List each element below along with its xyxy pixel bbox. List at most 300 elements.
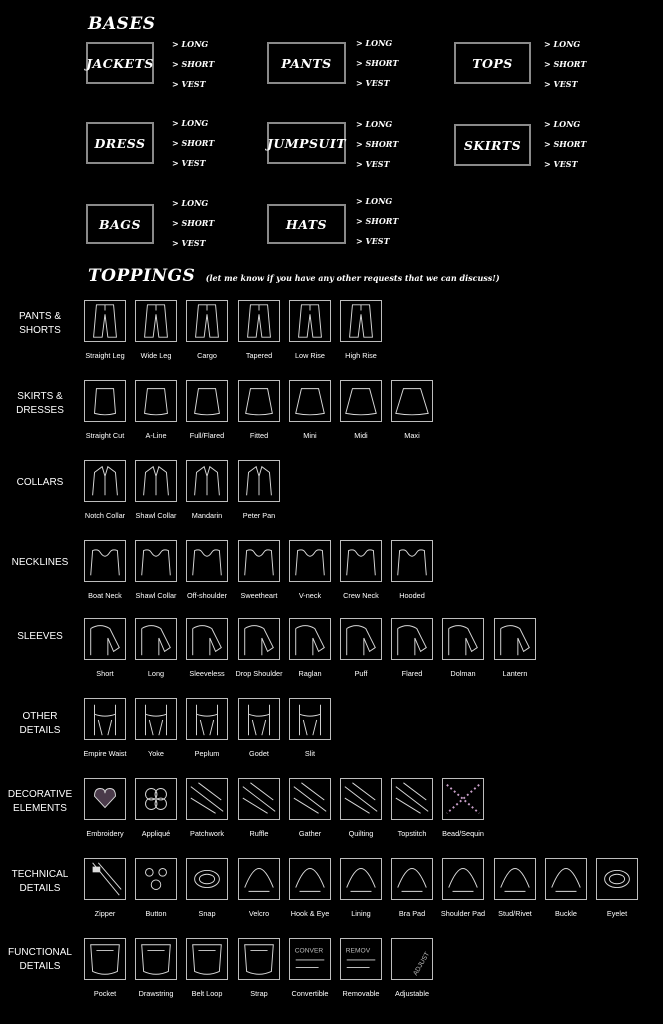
base-options-list — [172, 113, 214, 173]
topping-caption: Slit — [304, 749, 316, 758]
topping-sketch-icon — [290, 779, 330, 819]
topping-thumbnail — [84, 938, 126, 980]
topping-option[interactable] — [541, 858, 591, 918]
topping-option[interactable] — [80, 540, 130, 600]
topping-thumbnail — [596, 858, 638, 900]
row-label — [0, 710, 80, 738]
base-options-list — [356, 33, 398, 93]
topping-sketch-icon — [187, 301, 227, 341]
base-jackets-box[interactable] — [86, 42, 154, 84]
topping-option[interactable] — [80, 858, 130, 918]
topping-caption: Empire Waist — [83, 749, 127, 758]
topping-thumbnail — [186, 460, 228, 502]
topping-caption: Hooded — [399, 591, 425, 600]
svg-text:REMOV: REMOV — [345, 947, 371, 955]
topping-thumbnail — [84, 618, 126, 660]
base-option-long[interactable]: > LONG — [356, 114, 398, 134]
base-option-long[interactable]: > LONG — [544, 114, 586, 134]
topping-caption: Fitted — [249, 431, 269, 440]
topping-thumbnail — [340, 380, 382, 422]
topping-option[interactable] — [80, 778, 130, 838]
topping-thumbnail — [289, 858, 331, 900]
topping-caption: Drop Shoulder — [235, 669, 283, 678]
topping-caption: Wide Leg — [140, 351, 172, 360]
base-options-list — [172, 193, 214, 253]
topping-thumbnail — [84, 698, 126, 740]
topping-sketch-icon — [290, 699, 330, 739]
base-options-list — [356, 114, 398, 174]
base-options-list — [172, 34, 214, 94]
topping-thumbnail — [442, 858, 484, 900]
row-label-line: SKIRTS & — [17, 391, 63, 402]
topping-sketch-icon — [392, 859, 432, 899]
topping-caption: Adjustable — [394, 989, 430, 998]
topping-thumbnail — [186, 938, 228, 980]
topping-sketch-icon — [187, 859, 227, 899]
base-options-list — [356, 191, 398, 251]
topping-thumbnail — [84, 858, 126, 900]
topping-caption: Ruffle — [249, 829, 269, 838]
topping-thumbnail — [135, 858, 177, 900]
topping-option[interactable] — [387, 938, 437, 998]
base-label: BAGS — [99, 216, 141, 232]
topping-option[interactable] — [387, 380, 437, 440]
base-pants-box[interactable] — [267, 42, 346, 84]
topping-thumbnail — [289, 300, 331, 342]
base-option-short[interactable]: > SHORT — [172, 54, 214, 74]
topping-thumbnail — [289, 540, 331, 582]
topping-thumbnail — [84, 540, 126, 582]
topping-thumbnail — [238, 460, 280, 502]
topping-sketch-icon — [239, 461, 279, 501]
topping-sketch-icon — [85, 859, 125, 899]
topping-sketch-icon — [85, 699, 125, 739]
topping-option[interactable] — [234, 778, 284, 838]
topping-caption: Bead/Sequin — [442, 829, 484, 838]
topping-option[interactable] — [336, 778, 386, 838]
topping-option[interactable] — [490, 618, 540, 678]
topping-thumbnail — [135, 300, 177, 342]
topping-caption: Snap — [198, 909, 216, 918]
topping-sketch-icon — [136, 301, 176, 341]
topping-thumbnail — [340, 858, 382, 900]
topping-caption: Crew Neck — [343, 591, 379, 600]
topping-caption: Patchwork — [189, 829, 225, 838]
topping-thumbnail — [238, 858, 280, 900]
topping-option[interactable] — [387, 540, 437, 600]
topping-thumbnail — [135, 938, 177, 980]
topping-caption: Straight Cut — [85, 431, 125, 440]
base-label: SKIRTS — [463, 137, 522, 153]
topping-sketch-icon — [85, 619, 125, 659]
topping-caption: Zipper — [94, 909, 116, 918]
topping-sketch-icon — [136, 619, 176, 659]
topping-sketch-icon — [341, 381, 381, 421]
topping-option[interactable] — [80, 938, 130, 998]
topping-sketch-icon — [341, 939, 381, 979]
topping-option[interactable] — [80, 300, 130, 360]
topping-option[interactable] — [336, 540, 386, 600]
topping-caption: Peter Pan — [242, 511, 276, 520]
topping-sketch-icon — [187, 381, 227, 421]
topping-sketch-icon — [392, 779, 432, 819]
topping-option[interactable] — [234, 460, 284, 520]
topping-option[interactable] — [387, 778, 437, 838]
base-option-long[interactable]: > LONG — [544, 34, 586, 54]
topping-caption: Pocket — [93, 989, 117, 998]
base-label: JACKETS — [86, 55, 154, 71]
row-label-line: DECORATIVE — [7, 789, 73, 800]
topping-caption: Quilting — [348, 829, 374, 838]
topping-option[interactable] — [234, 618, 284, 678]
base-label: HATS — [285, 216, 328, 232]
base-label: DRESS — [94, 135, 146, 151]
topping-caption: Godet — [249, 749, 269, 758]
topping-thumbnail — [135, 380, 177, 422]
topping-caption: Removable — [342, 989, 380, 998]
topping-caption: Shawl Collar — [135, 511, 177, 520]
topping-option[interactable] — [131, 938, 181, 998]
topping-sketch-icon — [239, 939, 279, 979]
base-option-vest[interactable]: > VEST — [172, 233, 214, 253]
topping-option[interactable] — [285, 698, 335, 758]
base-option-vest[interactable]: > VEST — [172, 74, 214, 94]
topping-thumbnail — [135, 618, 177, 660]
topping-option[interactable] — [387, 858, 437, 918]
topping-option[interactable] — [182, 858, 232, 918]
row-label — [0, 556, 80, 570]
topping-caption: Convertible — [291, 989, 329, 998]
base-option-long[interactable]: > LONG — [356, 191, 398, 211]
base-dress-box[interactable] — [86, 122, 154, 164]
topping-sketch-icon — [290, 859, 330, 899]
topping-sketch-icon — [187, 541, 227, 581]
topping-thumbnail — [289, 698, 331, 740]
topping-sketch-icon — [443, 779, 483, 819]
topping-thumbnail — [391, 858, 433, 900]
topping-sketch-icon — [290, 541, 330, 581]
topping-option[interactable] — [131, 778, 181, 838]
topping-sketch-icon — [85, 381, 125, 421]
topping-caption: Straight Leg — [85, 351, 125, 360]
topping-caption: Notch Collar — [84, 511, 126, 520]
topping-sketch-icon — [597, 859, 637, 899]
topping-thumbnail — [391, 618, 433, 660]
topping-thumbnail — [340, 540, 382, 582]
row-label-line: NECKLINES — [11, 557, 69, 568]
topping-sketch-icon — [239, 541, 279, 581]
bases-title: BASES — [88, 14, 156, 34]
base-option-long[interactable]: > LONG — [172, 193, 214, 213]
topping-option[interactable] — [182, 618, 232, 678]
row-label-line: TECHNICAL — [11, 869, 69, 880]
topping-sketch-icon — [85, 779, 125, 819]
topping-thumbnail — [442, 778, 484, 820]
row-label — [0, 868, 80, 896]
topping-option[interactable] — [131, 460, 181, 520]
topping-sketch-icon — [239, 859, 279, 899]
topping-thumbnail — [289, 938, 331, 980]
topping-caption: Dolman — [450, 669, 476, 678]
svg-text:CONVER: CONVER — [294, 947, 324, 955]
topping-option[interactable] — [285, 778, 335, 838]
base-option-long[interactable]: > LONG — [172, 113, 214, 133]
topping-sketch-icon — [341, 779, 381, 819]
topping-sketch-icon — [136, 859, 176, 899]
topping-sketch-icon — [136, 381, 176, 421]
topping-option[interactable] — [438, 778, 488, 838]
topping-thumbnail — [135, 698, 177, 740]
topping-sketch-icon — [495, 859, 535, 899]
topping-caption: Full/Flared — [189, 431, 225, 440]
topping-thumbnail — [238, 618, 280, 660]
topping-thumbnail — [186, 778, 228, 820]
topping-sketch-icon — [187, 699, 227, 739]
topping-option[interactable] — [592, 858, 642, 918]
topping-caption: Bra Pad — [398, 909, 426, 918]
topping-thumbnail — [186, 618, 228, 660]
topping-caption: Flared — [401, 669, 423, 678]
topping-sketch-icon — [341, 541, 381, 581]
toppings-title — [88, 266, 500, 286]
row-label-line: COLLARS — [16, 477, 64, 488]
base-option-vest[interactable]: > VEST — [544, 74, 586, 94]
topping-caption: Gather — [298, 829, 322, 838]
topping-thumbnail — [186, 540, 228, 582]
topping-option[interactable] — [131, 380, 181, 440]
row-label-line: FUNCTIONAL — [8, 947, 72, 958]
row-label-line: ELEMENTS — [13, 803, 67, 814]
row-label-line: DETAILS — [19, 883, 61, 894]
topping-option[interactable] — [80, 380, 130, 440]
row-label-line: DETAILS — [19, 961, 61, 972]
topping-caption: Yoke — [148, 749, 164, 758]
topping-thumbnail — [391, 938, 433, 980]
topping-sketch-icon — [136, 699, 176, 739]
topping-caption: Drawstring — [138, 989, 174, 998]
base-hats-box[interactable] — [267, 204, 346, 244]
topping-caption: Strap — [250, 989, 268, 998]
topping-thumbnail — [442, 618, 484, 660]
svg-text:ADJUST: ADJUST — [412, 950, 432, 977]
topping-sketch-icon — [187, 619, 227, 659]
topping-option[interactable] — [234, 938, 284, 998]
topping-option[interactable] — [182, 938, 232, 998]
topping-sketch-icon — [136, 541, 176, 581]
base-option-short[interactable]: > SHORT — [356, 53, 398, 73]
topping-option[interactable] — [387, 618, 437, 678]
topping-option[interactable] — [336, 380, 386, 440]
row-label-line: DRESSES — [16, 405, 64, 416]
base-label: JUMPSUIT — [266, 135, 347, 151]
topping-caption: High Rise — [345, 351, 377, 360]
topping-option[interactable] — [234, 380, 284, 440]
topping-option[interactable] — [80, 698, 130, 758]
topping-thumbnail — [340, 778, 382, 820]
topping-caption: Cargo — [197, 351, 217, 360]
topping-caption: Sweetheart — [240, 591, 278, 600]
topping-thumbnail — [238, 938, 280, 980]
topping-option[interactable] — [285, 540, 335, 600]
row-label — [0, 788, 80, 816]
topping-sketch-icon — [495, 619, 535, 659]
topping-caption: V-neck — [298, 591, 322, 600]
topping-thumbnail — [84, 380, 126, 422]
topping-caption: Raglan — [298, 669, 322, 678]
topping-thumbnail — [494, 618, 536, 660]
row-label-line: SHORTS — [19, 325, 61, 336]
topping-caption: Lining — [351, 909, 371, 918]
topping-caption: Long — [147, 669, 165, 678]
topping-caption: Shawl Collar — [135, 591, 177, 600]
topping-sketch-icon — [443, 859, 483, 899]
topping-option[interactable] — [285, 300, 335, 360]
topping-caption: Embroidery — [86, 829, 124, 838]
topping-thumbnail — [545, 858, 587, 900]
row-label-line: DETAILS — [19, 725, 61, 736]
base-option-vest[interactable]: > VEST — [544, 154, 586, 174]
topping-option[interactable] — [131, 300, 181, 360]
topping-caption: Button — [145, 909, 167, 918]
topping-sketch-icon — [239, 779, 279, 819]
topping-option[interactable] — [336, 858, 386, 918]
topping-option[interactable] — [285, 938, 335, 998]
topping-thumbnail — [135, 540, 177, 582]
base-option-short[interactable]: > SHORT — [356, 134, 398, 154]
topping-option[interactable] — [285, 618, 335, 678]
topping-thumbnail — [186, 380, 228, 422]
row-label — [0, 630, 80, 644]
topping-thumbnail — [135, 778, 177, 820]
base-jumpsuit-box[interactable] — [267, 122, 346, 164]
topping-option[interactable] — [285, 858, 335, 918]
row-label-line: PANTS & — [18, 311, 62, 322]
topping-caption: Peplum — [194, 749, 220, 758]
base-option-short[interactable]: > SHORT — [172, 213, 214, 233]
topping-thumbnail — [186, 300, 228, 342]
topping-thumbnail — [186, 698, 228, 740]
topping-thumbnail — [238, 698, 280, 740]
base-option-vest[interactable]: > VEST — [172, 153, 214, 173]
topping-caption: Midi — [354, 431, 368, 440]
topping-option[interactable] — [131, 540, 181, 600]
topping-sketch-icon — [443, 619, 483, 659]
row-label-line: SLEEVES — [17, 631, 63, 642]
topping-sketch-icon — [136, 461, 176, 501]
base-skirts-box[interactable] — [454, 124, 531, 166]
topping-sketch-icon — [239, 619, 279, 659]
topping-sketch-icon — [187, 461, 227, 501]
topping-caption: A-Line — [145, 431, 167, 440]
topping-option[interactable] — [182, 778, 232, 838]
topping-thumbnail — [238, 778, 280, 820]
topping-option[interactable] — [182, 540, 232, 600]
topping-caption: Boat Neck — [88, 591, 122, 600]
row-label — [0, 390, 80, 418]
topping-option[interactable] — [182, 380, 232, 440]
topping-option[interactable] — [285, 380, 335, 440]
topping-sketch-icon — [290, 301, 330, 341]
base-option-long[interactable]: > LONG — [172, 34, 214, 54]
base-options-list — [544, 34, 586, 94]
row-label — [0, 946, 80, 974]
topping-sketch-icon — [85, 461, 125, 501]
topping-sketch-icon — [85, 939, 125, 979]
toppings-heading: TOPPINGS — [88, 266, 196, 286]
topping-sketch-icon — [239, 699, 279, 739]
base-option-short[interactable]: > SHORT — [544, 134, 586, 154]
topping-sketch-icon — [239, 381, 279, 421]
base-option-short[interactable]: > SHORT — [544, 54, 586, 74]
topping-caption: Sleeveless — [189, 669, 225, 678]
topping-caption: Low Rise — [294, 351, 325, 360]
topping-caption: Shoulder Pad — [440, 909, 486, 918]
topping-sketch-icon — [341, 619, 381, 659]
topping-sketch-icon — [341, 859, 381, 899]
topping-thumbnail — [135, 460, 177, 502]
topping-option[interactable] — [80, 618, 130, 678]
topping-option[interactable] — [131, 698, 181, 758]
topping-thumbnail — [340, 938, 382, 980]
topping-caption: Mini — [303, 431, 317, 440]
topping-caption: Puff — [354, 669, 368, 678]
topping-thumbnail — [289, 618, 331, 660]
topping-caption: Topstitch — [397, 829, 427, 838]
topping-option[interactable] — [336, 618, 386, 678]
base-option-long[interactable]: > LONG — [356, 33, 398, 53]
topping-option[interactable] — [182, 300, 232, 360]
base-option-short[interactable]: > SHORT — [172, 133, 214, 153]
topping-sketch-icon — [187, 779, 227, 819]
topping-option[interactable] — [182, 698, 232, 758]
topping-option[interactable] — [336, 300, 386, 360]
topping-sketch-icon — [136, 779, 176, 819]
base-bags-box[interactable] — [86, 204, 154, 244]
topping-caption: Maxi — [404, 431, 420, 440]
topping-option[interactable] — [131, 618, 181, 678]
topping-sketch-icon — [239, 301, 279, 341]
row-label-line: OTHER — [22, 711, 58, 722]
topping-option[interactable] — [80, 460, 130, 520]
topping-sketch-icon — [341, 301, 381, 341]
topping-option[interactable] — [234, 858, 284, 918]
topping-sketch-icon — [187, 939, 227, 979]
base-option-vest[interactable]: > VEST — [356, 154, 398, 174]
topping-thumbnail — [391, 778, 433, 820]
topping-option[interactable] — [490, 858, 540, 918]
base-option-short[interactable]: > SHORT — [356, 211, 398, 231]
topping-option[interactable] — [234, 300, 284, 360]
topping-option[interactable] — [234, 540, 284, 600]
base-option-vest[interactable]: > VEST — [356, 73, 398, 93]
topping-option[interactable] — [438, 858, 488, 918]
topping-thumbnail — [84, 300, 126, 342]
topping-thumbnail — [340, 618, 382, 660]
topping-caption: Stud/Rivet — [498, 909, 532, 918]
topping-option[interactable] — [336, 938, 386, 998]
topping-option[interactable] — [131, 858, 181, 918]
topping-thumbnail — [340, 300, 382, 342]
topping-option[interactable] — [438, 618, 488, 678]
base-tops-box[interactable] — [454, 42, 531, 84]
topping-caption: Short — [96, 669, 114, 678]
topping-sketch-icon — [290, 939, 330, 979]
topping-caption: Hook & Eye — [290, 909, 330, 918]
topping-option[interactable] — [182, 460, 232, 520]
base-option-vest[interactable]: > VEST — [356, 231, 398, 251]
topping-option[interactable] — [234, 698, 284, 758]
topping-thumbnail — [494, 858, 536, 900]
